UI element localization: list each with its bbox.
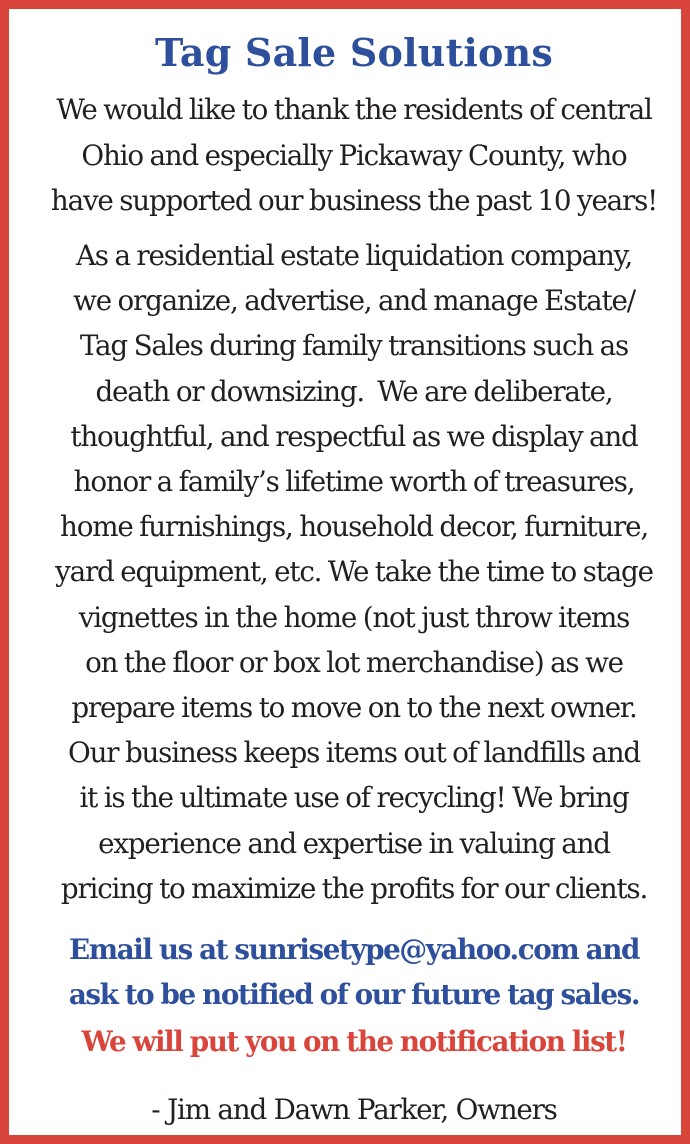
contact-line: ask to be notified of our future tag sales. (68, 978, 640, 1011)
body-line: home furnishings, household decor, furniture, (60, 510, 648, 544)
intro-line: We would like to thank the residents of central (56, 93, 652, 126)
body-line: Tag Sales during family transitions such as (79, 329, 629, 363)
body-line: Our business keeps items out of landfills and (68, 736, 640, 770)
notification-callout: We will put you on the notification list! (81, 1025, 627, 1058)
body-line: thoughtful, and respectful as we display and (70, 419, 638, 453)
body-line: honor a family’s lifetime worth of treasures, (73, 465, 635, 499)
services-paragraph (23, 233, 685, 911)
body-line: experience and expertise in valuing and (98, 826, 610, 860)
body-line: on the floor or box lot merchandise) as we (85, 645, 623, 679)
body-line: yard equipment, etc. We take the time to stage (55, 555, 653, 589)
body-line: death or downsizing. We are deliberate, (95, 374, 613, 408)
body-line: As a residential estate liquidation company, (75, 239, 633, 272)
body-line: we organize, advertise, and manage Estate/ (73, 284, 635, 318)
intro-paragraph (23, 87, 685, 224)
body-line: prepare items to move on to the next owner. (71, 691, 637, 725)
contact-callout (23, 927, 685, 1017)
owners-signature: - Jim and Dawn Parker, Owners (151, 1093, 557, 1126)
body-line: it is the ultimate use of recycling! We bring (79, 781, 629, 815)
contact-line: Email us at sunrisetype@yahoo.com and (69, 933, 639, 966)
ad-title: Tag Sale Solutions (155, 30, 553, 75)
intro-line: have supported our business the past 10 years! (50, 184, 658, 217)
intro-line: Ohio and especially Pickaway County, who (81, 138, 627, 172)
body-line: vignettes in the home (not just throw items (78, 600, 630, 634)
body-line: pricing to maximize the profits for our clients. (60, 871, 648, 905)
